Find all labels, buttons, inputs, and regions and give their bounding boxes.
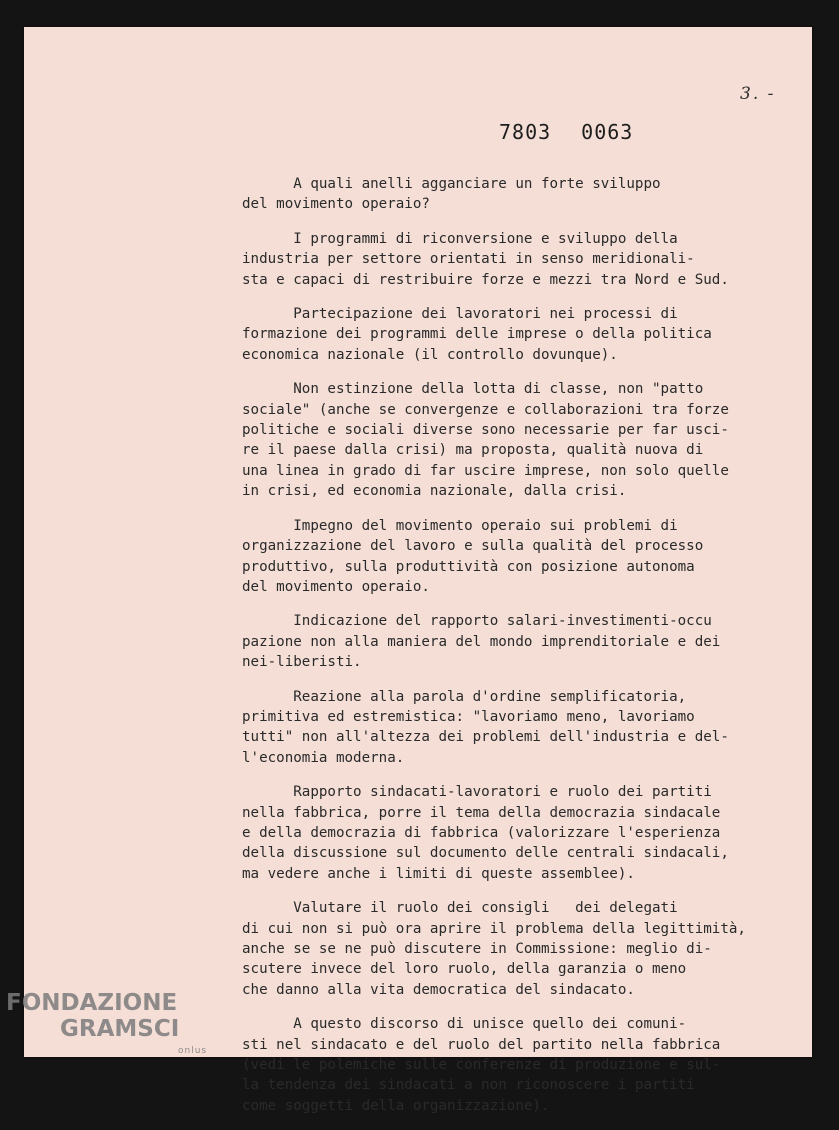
text-line: (vedi le polemiche sulle conferenze di produzione e sul- (242, 1057, 721, 1074)
text-line: come soggetti della organizzazione). (242, 1097, 550, 1114)
text-line: tutti" non all'altezza dei problemi dell'industria e del- (242, 729, 729, 746)
paragraph (242, 379, 812, 501)
text-line: del movimento operaio. (242, 578, 430, 595)
paragraph (242, 229, 812, 290)
text-line: della discussione sul documento delle centrali sindacali, (242, 845, 729, 862)
watermark-line-2: GRAMSCI (60, 1016, 180, 1042)
doc-code-part-1: 7803 (499, 120, 552, 144)
page-number: 3. - (740, 84, 776, 104)
text-line: l'economia moderna. (242, 749, 405, 766)
text-line: anche se se ne può discutere in Commissione: meglio di- (242, 941, 712, 957)
text-line: Impegno del movimento operaio sui problemi di (242, 517, 678, 534)
text-line: nei-liberisti. (242, 654, 362, 671)
paragraph (242, 304, 812, 365)
text-line: ma vedere anche i limiti di queste assemblee). (242, 865, 635, 882)
text-line: politiche e sociali diverse sono necessarie per far usci- (242, 422, 729, 439)
text-line: economica nazionale (il controllo dovunque). (242, 346, 618, 363)
paragraph (242, 782, 812, 884)
text-line: scutere invece del loro ruolo, della garanzia o meno (242, 961, 687, 978)
paragraph (242, 174, 812, 215)
paragraph (242, 898, 812, 1000)
text-line: Reazione alla parola d'ordine semplificatoria, (242, 688, 687, 705)
text-line: la tendenza dei sindacati a non riconoscere i partiti (242, 1077, 695, 1094)
text-line: del movimento operaio? (242, 196, 430, 213)
paragraph (242, 1014, 812, 1116)
text-line: pazione non alla maniera del mondo imprenditoriale e dei (242, 633, 721, 650)
text-line: primitiva ed estremistica: "lavoriamo meno, lavoriamo (242, 708, 695, 725)
watermark-line-1: FONDAZIONE (6, 990, 178, 1016)
text-line: A quali anelli agganciare un forte sviluppo (242, 176, 661, 192)
watermark-logo (6, 990, 207, 1064)
doc-code-part-2: 0063 (581, 120, 634, 144)
paragraph (242, 687, 812, 769)
text-line: sociale" (anche se convergenze e collaborazioni tra forze (242, 401, 729, 418)
paragraph (242, 611, 812, 672)
text-line: produttivo, sulla produttività con posizione autonoma (242, 558, 695, 575)
text-line: Partecipazione dei lavoratori nei processi di (242, 306, 678, 323)
text-line: re il paese dalla crisi) ma proposta, qualità nuova di (242, 442, 704, 459)
text-line: di cui non si può ora aprire il problema della legittimità, (242, 920, 746, 937)
paragraph (242, 516, 812, 598)
text-line: organizzazione del lavoro e sulla qualità del processo (242, 538, 704, 555)
text-line: A questo discorso di unisce quello dei comuni- (242, 1016, 687, 1033)
text-line: nella fabbrica, porre il tema della democrazia sindacale (242, 804, 721, 821)
text-line: e della democrazia di fabbrica (valorizzare l'esperienza (242, 824, 721, 841)
watermark-small: onlus (178, 1046, 208, 1056)
text-line: formazione dei programmi delle imprese o della politica (242, 326, 712, 343)
text-line: che danno alla vita democratica del sindacato. (242, 981, 635, 998)
document-code (499, 120, 633, 144)
text-line: industria per settore orientati in senso meridionali- (242, 251, 695, 268)
text-line: Indicazione del rapporto salari-investimenti-occu (242, 613, 712, 630)
text-line: Valutare il ruolo dei consigli dei delegati (242, 900, 678, 917)
text-line: I programmi di riconversione e sviluppo della (242, 230, 678, 247)
document-body (242, 174, 812, 1130)
text-line: in crisi, ed economia nazionale, dalla crisi. (242, 483, 627, 500)
text-line: una linea in grado di far uscire imprese, non solo quelle (242, 462, 729, 479)
text-line: Non estinzione della lotta di classe, non "patto (242, 381, 704, 398)
text-line: sti nel sindacato e del ruolo del partito nella fabbrica (242, 1036, 721, 1053)
text-line: Rapporto sindacati-lavoratori e ruolo dei partiti (242, 784, 712, 801)
text-line: sta e capaci di restribuire forze e mezzi tra Nord e Sud. (242, 271, 729, 288)
